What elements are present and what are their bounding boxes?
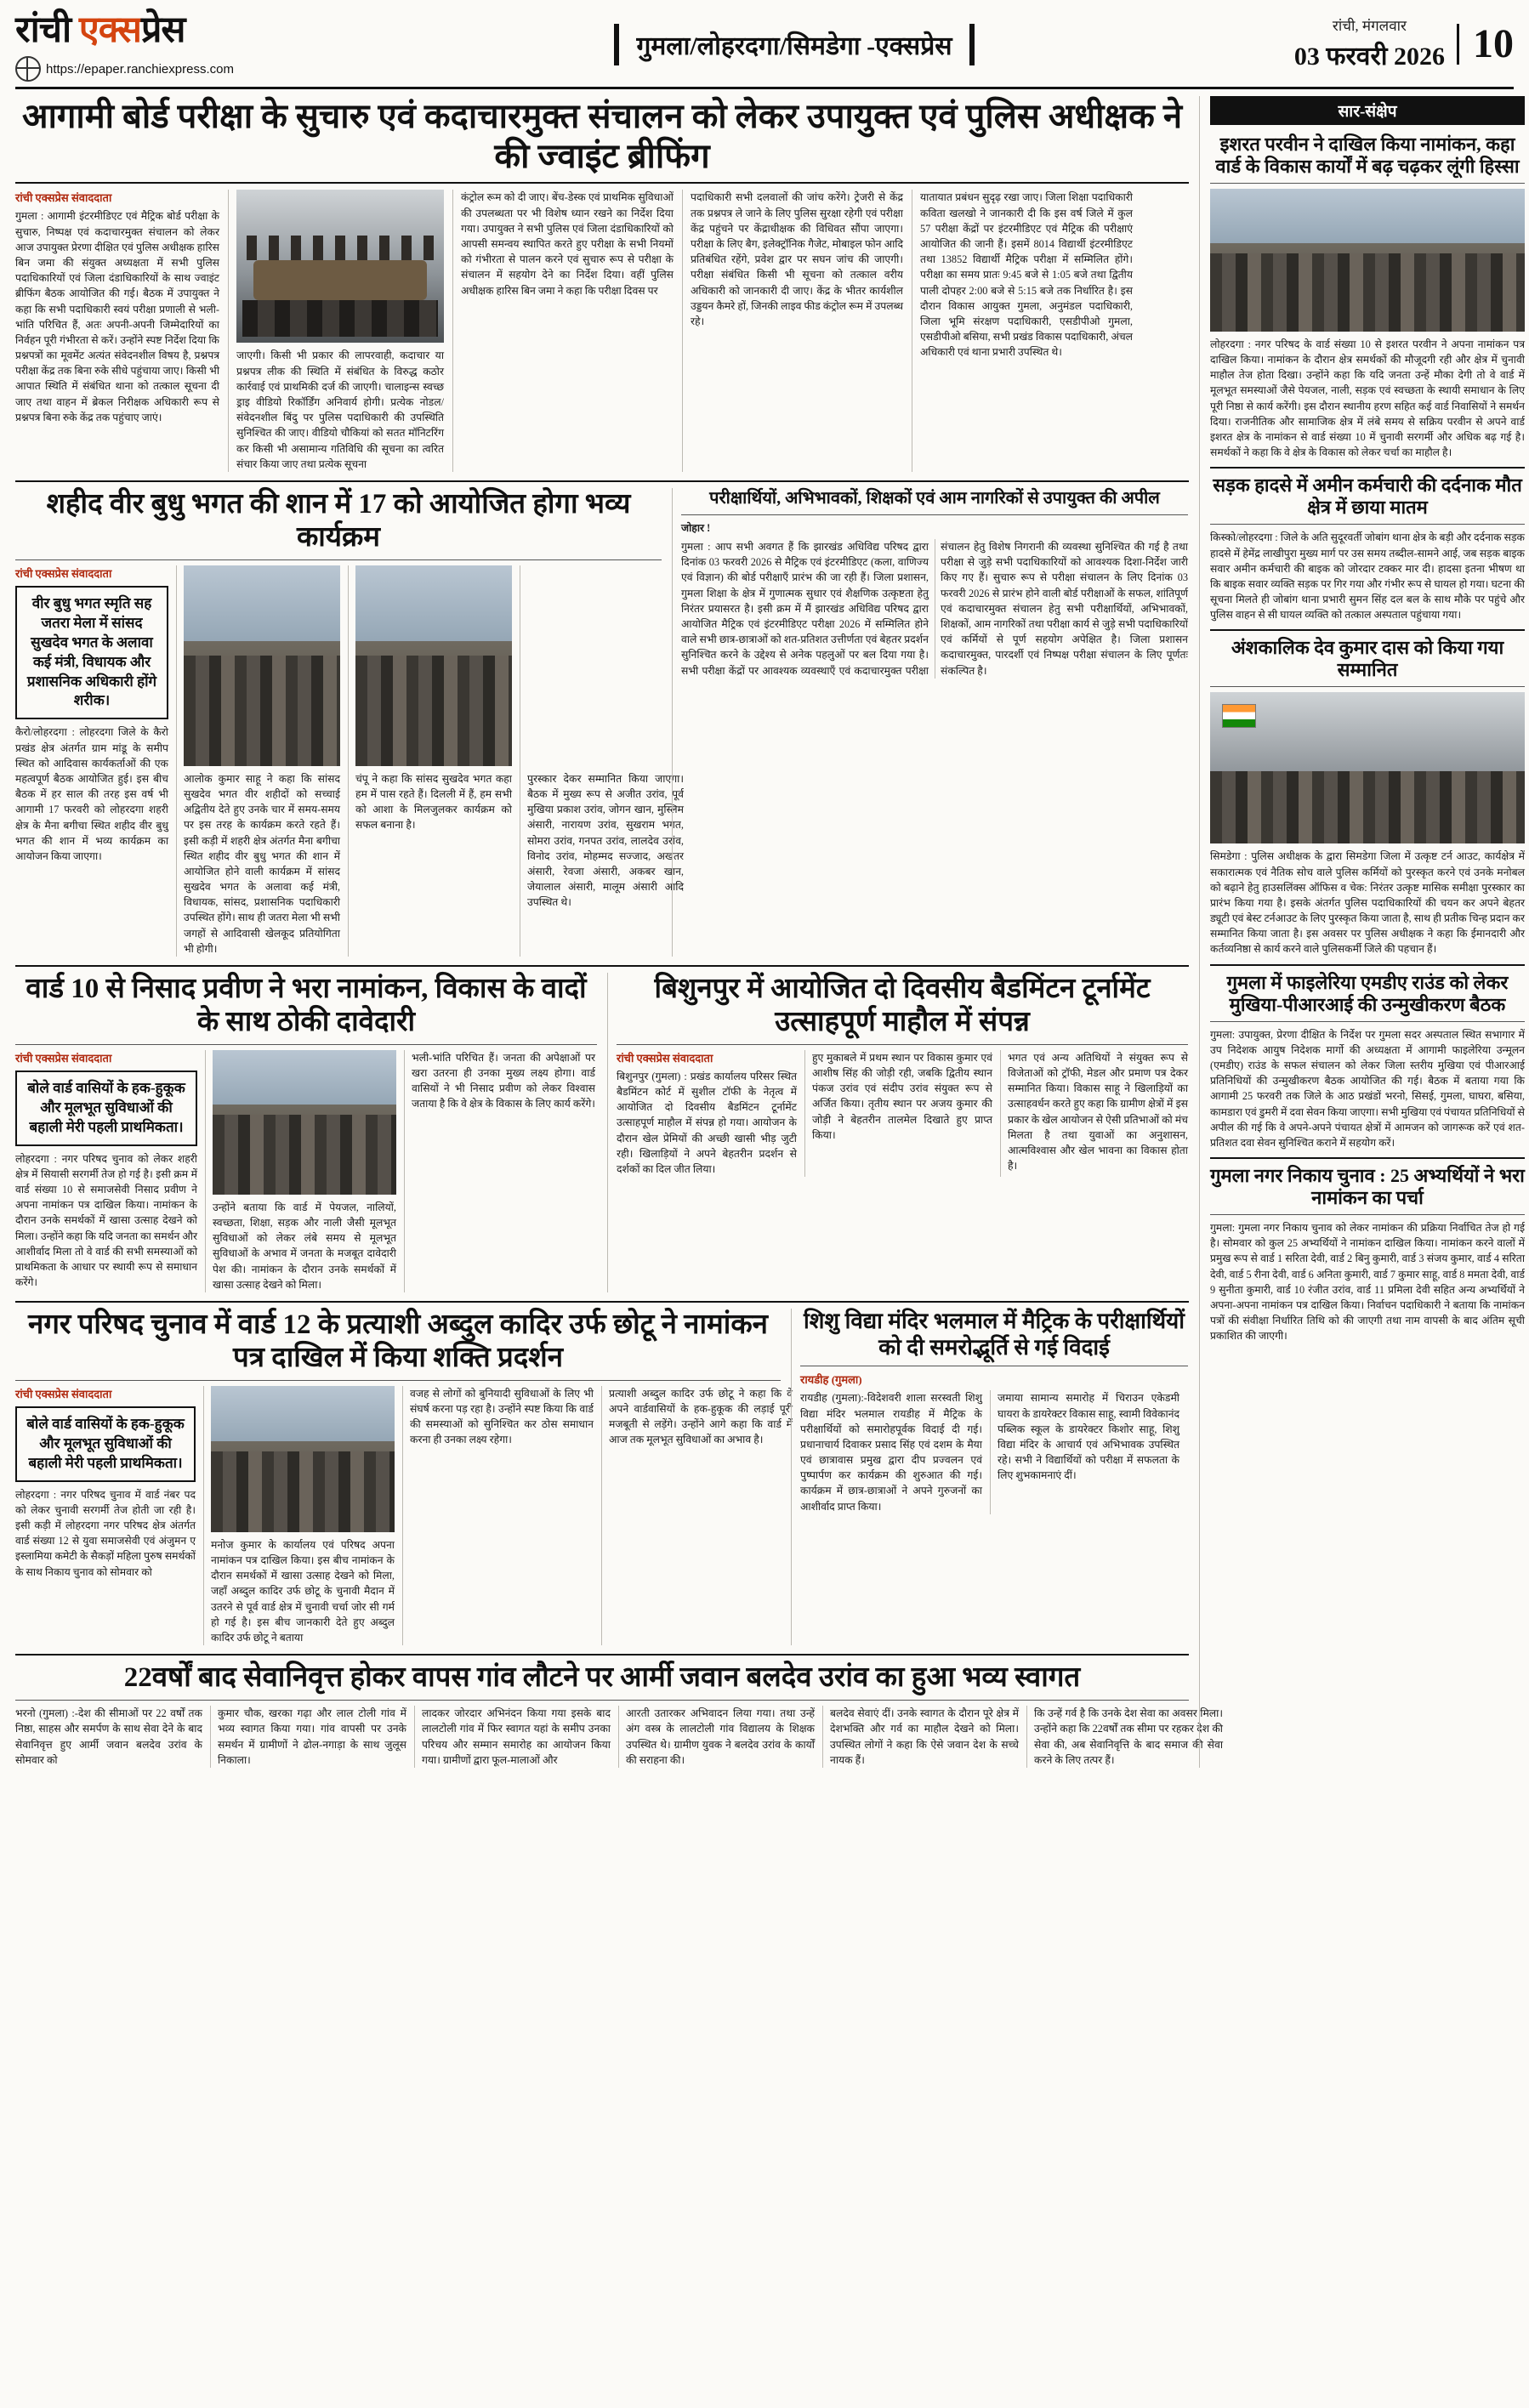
title-accent: एक्स bbox=[78, 10, 141, 50]
story4-col1: बिशुनपुर (गुमला) : प्रखंड कार्यालय परिसर स्थित बैडमिंटन कोर्ट में सुशील टॉफी के नेतृत्व में आयोजित दो दिवसीय बैडमिंटन टूर्नामेंट उत्साहपूर्ण माहौल में संपन्न हो गया। आयोजन के दौरान खेल प्रेमियों की अच्छी खासी भीड़ जुटी रही। खिलाड़ियों ने अपने बेहतरीन प्रदर्शन से दर्शकों का दिल जीत लिया। bbox=[617, 1070, 797, 1175]
story2-col2: आलोक कुमार साहू ने कहा कि सांसद सुखदेव भगत वीर शहीदों को सच्चाई अद्वितीय देते हुए उनके चार में समय-समय पर इस तरह के कार्यक्रम करते रहते हैं। इसी कड़ी में शहरी क्षेत्र अंतर्गत मैना बगीचा स्थित शहीद वीर बुधु भगत की शान में आयोजित होने वाली कार्यक्रम में सांसद सुखदेव भगत के अलावा कई मंत्री, विधायक, सांसद, प्रशासनिक पदाधिकारी उपस्थित होंगे। साथ ही जतरा मेला भी सभी जगहों से आदिवासी खेलकूद प्रतियोगिता भी होगी। bbox=[184, 772, 340, 955]
story2-col1: कैरो/लोहरदगा : लोहरदगा जिले के कैरो प्रखंड क्षेत्र अंतर्गत ग्राम मांडू के समीप स्थित को आदिवास कार्यकर्ताओं की एक महत्वपूर्ण बैठक आयोजित हुई। इस बीच बैठक में हर साल की तरह इस वर्ष भी आगामी 17 फरवरी को लोहरदगा शहरी क्षेत्र के मैना बगीचा स्थित शहीद वीर बुधु भगत की शान में भव्य कार्यक्रम का आयोजन किया जाएगा। bbox=[15, 726, 168, 862]
story3-col1: लोहरदगा : नगर परिषद चुनाव को लेकर शहरी क्षेत्र में सियासी सरगर्मी तेज हो गई है। इसी क्रम में वार्ड संख्या 10 से समाजसेवी निसाद प्रवीण ने अपना नामांकन पत्र दाखिल किया। नामांकन के दौरान उनके समर्थकों में खासा उत्साह देखने को मिला। उन्होंने कहा कि यदि जनता का समर्थन और आशीर्वाद मिला तो वे वार्ड की सभी समस्याओं को प्राथमिकता के आधार पर स्थायी रूप से समाधान करेंगे। bbox=[15, 1152, 197, 1289]
page-body bbox=[15, 96, 1526, 1768]
story5-byline: रांची एक्सप्रेस संवाददाता bbox=[15, 1387, 112, 1400]
lead-byline: रांची एक्सप्रेस संवाददाता bbox=[15, 191, 112, 205]
indian-flag-icon bbox=[1222, 704, 1256, 728]
sidebar-item-4 bbox=[1210, 972, 1525, 1150]
story4-byline: रांची एक्सप्रेस संवाददाता bbox=[617, 1051, 713, 1065]
sidebar-item-5-headline: गुमला नगर निकाय चुनाव : 25 अभ्यर्थियों ने भरा नामांकन का पर्चा bbox=[1210, 1165, 1525, 1209]
story2-col4: पुरस्कार देकर सम्मानित किया जाएगा। बैठक में मुख्य रूप से अजीत उरांव, पूर्व मुखिया प्रकाश उरांव, जोगन खान, मुस्लिम अंसारी, नारायण उरांव, सुखराम भगत, सोमरा उरांव, गनपत उरांव, लालदेव उरांव, विनोद उरांव, मोहम्मद सज्जाद, अखतर अंसारी, रेवजा अंसारी, अकबर खान, जेयालाल अंसारी, मालूम अंसारी आदि उपस्थित थे। bbox=[527, 772, 684, 909]
story4-headline: बिशुनपुर में आयोजित दो दिवसीय बैडमिंटन टूर्नामेंट उत्साहपूर्ण माहौल में संपन्न bbox=[654, 974, 1151, 1037]
sidebar-photo-nomination bbox=[1210, 189, 1525, 332]
sidebar-photo-felicitation bbox=[1210, 692, 1525, 843]
sidebar-item-5 bbox=[1210, 1165, 1525, 1343]
story6-article bbox=[791, 1309, 1188, 1645]
story2-headline: शहीद वीर बुधु भगत की शान में 17 को आयोजित होगा भव्य कार्यक्रम bbox=[46, 488, 631, 553]
lead-col1: गुमला : आगामी इंटरमीडिएट एवं मैट्रिक बोर्ड परीक्षा के सुचारु, निष्पक्ष एवं कदाचारमुक्त संचालन को लेकर आज उपायुक्त प्रेरणा दीक्षित एवं पुलिस अधीक्षक हारिस बिन जमा की संयुक्त अध्यक्षता में सभी पुलिस पदाधिकारियों एवं जिला दंडाधिकारियों के साथ ज्वाइंट ब्रीफिंग बैठक आयोजित की गई। बैठक में उपायुक्त ने कहा कि सभी पदाधिकारी स्वयं परीक्षा प्रणाली से भली-भांति परिचित हैं, अतः अपनी-अपनी जिम्मेदारियों का निर्वहन पूरी गंभीरता से करें। उन्होंने स्पष्ट निर्देश दिया कि प्रश्नपत्रों का मूवमेंट अत्यंत संवेदनशील विषय है, प्रश्नपत्र परीक्षा केंद्र तक बिना रुके सीधे पहुंचाया जाए। किसी भी आपात स्थिति में संबंधित थाना को तत्काल सूचना दी जाए तथा वाहन में ब्रेकल निरीक्षक अधिकारी रूप से प्रश्नपत्र बिना रुके केंद्र तक पहुंचाए जाएं। bbox=[15, 210, 219, 423]
sidebar-item-1 bbox=[1210, 133, 1525, 460]
story5-article bbox=[15, 1309, 793, 1645]
publication-date: 03 फरवरी 2026 bbox=[1293, 43, 1445, 71]
edition-name: गुमला/लोहरदगा/सिमडेगा -एक्सप्रेस bbox=[621, 27, 967, 62]
story3-col2: उन्होंने बताया कि वार्ड में पेयजल, नालियों, स्वच्छता, शिक्षा, सड़क और नाली जैसी मूलभूत सुविधाओं को लेकर लंबे समय से मूलभूत सुविधाओं के अभाव में जनता के मजबूत दावेदारी पेश की। नामांकन के दौरान उनके समर्थकों में खासा उत्साह देखने को मिला। bbox=[213, 1201, 396, 1291]
story6-col2: जमाया सामान्य समारोह में चिराउन एकेडमी घायरा के डायरेक्टर विकास साहू, स्वामी विवेकानंद पब्लिक स्कूल के डायरेक्टर किशोर साहू, शिशु विद्या मंदिर के आचार्य एवं अभिभावक उपस्थित रहे। सभी ने विद्यार्थियों को परीक्षा में सफलता के लिए शुभकामनाएं दीं। bbox=[998, 1392, 1179, 1482]
story7-col2: कुमार चौक, खरका गढ़ा और लाल टोली गांव में भव्य स्वागत किया गया। गांव वापसी पर उनके समर्थन में ग्रामीणों ने ढोल-नगाड़ा के साथ जुलूस निकाला। bbox=[218, 1707, 406, 1766]
title-part1: रांची bbox=[15, 10, 79, 50]
lead-col3: कंट्रोल रूम को दी जाए। बेंच-डेस्क एवं प्राथमिक सुविधाओं की उपलब्धता पर भी विशेष ध्यान रखने का निर्देश दिया गया। उपायुक्त ने सभी पुलिस एवं जिला दंडाधिकारियों को आपसी समन्वय स्थापित करते हुए परीक्षा के सभी नियमों को गंभीरता से पालन करने एवं सुचारु रूप से परीक्षा के संचालन में सहयोग देने का निर्देश दिया। वहीं पुलिस अधीक्षक हारिस बिन जमा ने कहा कि परीक्षा दिवस पर bbox=[461, 191, 674, 297]
sidebar-item-3 bbox=[1210, 637, 1525, 957]
story5-kicker: बोले वार्ड वासियों के हक-हुकूक और मूलभूत सुविधाओं की बहाली मेरी पहली प्राथमिकता। bbox=[15, 1406, 196, 1482]
title-part2: प्रेस bbox=[140, 10, 185, 50]
story3-photo-nomination bbox=[213, 1050, 396, 1195]
lead-col5: यातायात प्रबंधन सुदृढ़ रखा जाए। जिला शिक्षा पदाधिकारी कविता खलखो ने जानकारी दी कि इस वर्ष जिले में कुल 57 परीक्षा केंद्रों पर इंटरमीडिएट एवं मैट्रिक की परीक्षाएं आयोजित की जानी हैं। इसमें 8014 विद्यार्थी इंटरमीडिएट तथा 13852 विद्यार्थी मैट्रिक परीक्षा में सम्मिलित होंगे। परीक्षा का समय प्रातः 9:45 बजे से 1:05 बजे तथा द्वितीय पाली दोपहर 2:00 बजे से 5:15 बजे तक निर्धारित है। इस दौरान विकास आयुक्त गुमला, अनुमंडल पदाधिकारी, जिला भूमि संरक्षण पदाधिकारी, एसडीपीओ गुमला, एसडीपीओ बसिया, सभी प्रखंड विकास पदाधिकारी, अंचल अधिकारी एवं थाना प्रभारी उपस्थित थे। bbox=[920, 191, 1133, 359]
story4-col2: हुए मुकाबले में प्रथम स्थान पर विकास कुमार एवं आशीष सिंह की जोड़ी रही, जबकि द्वितीय स्थान पंकज उरांव एवं संदीप उरांव संयुक्त रूप से अर्जित किया। तृतीय स्थान पर अजय कुमार की जोड़ी ने बेहतरीन तालमेल दिखाते हुए प्राप्त किया। bbox=[812, 1051, 992, 1141]
story5-col2: मनोज कुमार के कार्यालय एवं परिषद अपना नामांकन पत्र दाखिल किया। इस बीच नामांकन के दौरान समर्थकों में खासा उत्साह देखने को मिला, जहाँ अब्दुल कादिर उर्फ छोटू के चुनावी मैदान में उतरने से पूर्व वार्ड क्षेत्र में चुनावी चर्चा जोर सी गर्म हो गई है। इस बीच जानकारी देते हुए अब्दुल कादिर उर्फ छोटू ने बताया bbox=[211, 1538, 395, 1644]
story7-col6: कि उन्हें गर्व है कि उनके देश सेवा का अवसर मिला। उन्होंने कहा कि 22वर्षों तक सीमा पर रहकर देश की सेवा की, अब सेवानिवृत्ति के बाद समाज की सेवा करने के लिए तत्पर हैं। bbox=[1034, 1707, 1223, 1766]
story2-col3: चंपू ने कहा कि सांसद सुखदेव भगत कहा हम में पास रहते हैं। दिलली में हैं, हम सभी को आशा के मिलजुलकर कार्यक्रम को सफल बनाना है। bbox=[355, 772, 512, 832]
story7-col5: बलदेव सेवाएं दीं। उनके स्वागत के दौरान पूरे क्षेत्र में देशभक्ति और गर्व का माहौल देखने को मिला। उपस्थित लोगों ने कहा कि ऐसे जवान देश के सच्चे नायक हैं। bbox=[830, 1707, 1019, 1766]
sidebar-item-4-headline: गुमला में फाइलेरिया एमडीए राउंड को लेकर मुखिया-पीआरआई की उन्मुखीकरण बैठक bbox=[1226, 971, 1509, 1015]
sidebar-item-5-text: गुमला: गुमला नगर निकाय चुनाव को लेकर नामांकन की प्रक्रिया निर्वाचित तेज हो गई है। सोमवार को कुल 25 अभ्यर्थियों ने नामांकन दाखिल किया। नामांकन करने वालों में प्रमुख रूप से वार्ड 1 सरिता देवी, वार्ड 2 बिनु कुमारी, वार्ड 3 संजय कुमार, वार्ड 4 सरिता देवी, वार्ड 5 रीना देवी, वार्ड 6 अनिता कुमारी, वार्ड 7 कुमार साहू, वार्ड 8 ममता देवी, वार्ड 9 सुनीता कुमारी, वार्ड 10 रंजीत उरांव, वार्ड 11 प्रमिला देवी सहित अन्य अभ्यर्थियों ने अपना-अपना नामांकन पत्र दाखिल किया। निर्वाचन पदाधिकारी ने बताया कि नामांकन पत्रों की संवीक्षा निर्धारित तिथि को की जाएगी तथा नाम वापसी के बाद अंतिम सूची प्रकाशित की जाएगी। bbox=[1210, 1221, 1525, 1343]
story2-byline: रांची एक्सप्रेस संवाददाता bbox=[15, 566, 112, 580]
lead-photo-briefing bbox=[236, 190, 444, 343]
sidebar-item-3-headline: अंशकालिक देव कुमार दास को किया गया सम्मानित bbox=[1231, 637, 1504, 681]
epaper-url: https://epaper.ranchiexpress.com bbox=[46, 61, 234, 77]
story7-col4: आरती उतारकर अभिवादन लिया गया। तथा उन्हें अंग वस्त्र के लालटोली गांव विद्यालय के शिक्षक उपस्थित थे। ग्रामीण युवक ने बलदेव उरांव के कार्यों की सराहना की। bbox=[626, 1707, 815, 1766]
story3-kicker: बोले वार्ड वासियों के हक-हुकूक और मूलभूत सुविधाओं की बहाली मेरी पहली प्राथमिकता। bbox=[15, 1071, 197, 1146]
newspaper-title bbox=[15, 12, 355, 48]
story2-kicker: वीर बुधु भगत स्मृति सह जतरा मेला में सांसद सुखदेव भगत के अलावा कई मंत्री, विधायक और प्रशासनिक अधिकारी होंगे शरीक। bbox=[15, 586, 168, 720]
story2-photo-meeting bbox=[184, 565, 340, 766]
story5-photo-rally bbox=[211, 1386, 395, 1532]
sidebar-item-2-headline: सड़क हादसे में अमीन कर्मचारी की दर्दनाक मौत क्षेत्र में छाया मातम bbox=[1213, 474, 1522, 519]
story6-headline: शिशु विद्या मंदिर भलमाल में मैट्रिक के परीक्षार्थियों को दी समरोद्भूर्ति से गई विदाई bbox=[804, 1309, 1185, 1360]
fourth-band bbox=[15, 1309, 1189, 1645]
sidebar-item-2 bbox=[1210, 474, 1525, 622]
story5-col1: लोहरदगा : नगर परिषद चुनाव में वार्ड नंबर पद को लेकर चुनावी सरगर्मी तेज होती जा रही है। इसी कड़ी में लोहरदगा नगर परिषद क्षेत्र अंतर्गत वार्ड संख्या 12 से युवा समाजसेवी एवं अंजुमन ए इस्लामिया कमेटी के सैकड़ों महिला पुरुष समर्थकों के साथ निकाय चुनाव को सोमवार को bbox=[15, 1488, 196, 1578]
story5-headline: नगर परिषद चुनाव में वार्ड 12 के प्रत्याशी अब्दुल कादिर उर्फ छोटू ने नामांकन पत्र दाखिल में किया शक्ति प्रदर्शन bbox=[28, 1309, 768, 1373]
story7-headline: 22वर्षों बाद सेवानिवृत्त होकर वापस गांव लौटने पर आर्मी जवान बलदेव उरांव का हुआ भव्य स्वागत bbox=[123, 1662, 1081, 1694]
story6-byline: रायडीह (गुमला) bbox=[800, 1373, 862, 1387]
story2-article bbox=[15, 488, 684, 957]
sidebar-item-4-text: गुमला: उपायुक्त, प्रेरणा दीक्षित के निर्देश पर गुमला सदर अस्पताल स्थित सभागार में उप निदेशक आयुष निदेशक मार्गो की अध्यक्षता में आगामी फाइलेरिया उन्मूलन (एमडीए) राउंड के सफल संचालन को लेकर जिला स्तरीय मुखिया एवं पीआरआई प्रतिनिधियों की उन्मुखीकरण बैठक आयोजित की गई। बैठक में बताया गया कि आगामी 25 फरवरी तक जिले के आठ प्रखंडों भरनो, सिसई, गुमला, घाघरा, बसिया, कामडारा एवं डुमरी में दवा सेवन किया जाएगा। सभी मुखिया एवं पंचायत प्रतिनिधियों से अपील की गई कि वे अपने-अपने पंचायत क्षेत्रों में आमजन को जागरूक करें एवं शत-प्रतिशत दवा सेवन सुनिश्चित कराने में सहयोग करें। bbox=[1210, 1028, 1525, 1149]
story7-col1: भरनो (गुमला) :-देश की सीमाओं पर 22 वर्षों तक निष्ठा, साहस और समर्पण के साथ सेवा देने के बाद सेवानिवृत्त हुए आर्मी जवान बलदेव उरांव के सोमवार को bbox=[15, 1707, 202, 1766]
epaper-url-row bbox=[15, 56, 355, 82]
masthead bbox=[15, 12, 1514, 89]
main-column bbox=[15, 96, 1223, 1768]
story7-col3: लादकर जोरदार अभिनंदन किया गया इसके बाद लालटोली गांव में फिर स्वागत यहां के समीप उनका परिचय और सम्मान समारोह का आयोजन किया गया। ग्रामीणों द्वारा फूल-मालाओं और bbox=[422, 1707, 611, 1766]
edition-block bbox=[355, 12, 1233, 62]
page-number: 10 bbox=[1457, 24, 1514, 65]
story5-col4: प्रत्याशी अब्दुल कादिर उर्फ छोटू ने कहा कि वे अपने वार्डवासियों के हक-हुकूक की लड़ाई पूरी मजबूती से लड़ेंगे। उन्होंने आगे कहा कि वार्ड में आज तक मूलभूत सुविधाओं का अभाव है। bbox=[609, 1387, 793, 1446]
appeal-subhead: जोहार ! bbox=[681, 521, 711, 534]
appeal-text: गुमला : आप सभी अवगत हैं कि झारखंड अधिविद्य परिषद द्वारा दिनांक 03 फरवरी 2026 से मैट्रिक एवं इंटरमीडिएट (कला, वाणिज्य एवं विज्ञान) की बोर्ड परीक्षाएँ प्रारंभ की जा रही हैं। जिला प्रशासन, गुमला शिक्षा के क्षेत्र में गुणात्मक सुधार एवं शैक्षणिक उत्कृष्टता हेतु निरंतर प्रयासरत है। इसी क्रम में मैं झारखंड अधिविद्य परिषद द्वारा आयोजित मैट्रिक एवं इंटरमीडिएट परीक्षा 2026 में सम्मिलित होने वाले सभी छात्र-छात्राओं को शत-प्रतिशत उत्तीर्णता एवं बेहतर प्रदर्शन सुनिश्चित करने के उद्देश्य से अनेक पहलुओं पर बल दिया गया है। सभी परीक्षा केंद्रों पर आवश्यक व्यवस्थाएँ एवं कदाचारमुक्त परीक्षा संचालन हेतु विशेष निगरानी की व्यवस्था सुनिश्चित की गई है तथा परीक्षा से जुड़े सभी पदाधिकारियों को आवश्यक दिशा-निर्देश जारी किए गए हैं। सुचारु रूप से परीक्षा संचालन के लिए दिनांक 03 फरवरी 2026 से प्रारंभ होने वाली बोर्ड परीक्षाओं के सफल, शांतिपूर्ण एवं कदाचारमुक्त संचालन हेतु सभी परीक्षार्थियों, अभिभावकों, शिक्षकों, आम नागरिकों तथा परीक्षा कार्य से जुड़े सभी पदाधिकारियों एवं कर्मियों से पूर्ण सहयोग अपेक्षित है। जिला प्रशासन कदाचारमुक्त, पारदर्शी एवं निष्पक्ष परीक्षा संचालन के लिए पूर्णतः संकल्पित है। bbox=[681, 541, 1188, 677]
sidebar-item-2-text: किस्को/लोहरदगा : जिले के अति सुदूरवर्ती जोबांग थाना क्षेत्र के बड़ी और दर्दनाक सड़क हादसे में हेमेंद्र लाखीपुरा मुख्य मार्ग पर उस समय तब्दील-सामने आई, जब सड़क बाइक सवार अमीन कर्मचारी की बाइक को जोरदार टक्कर मार दी। हादसा इतना भीषण था कि बाइक सवार व्यक्ति सड़क पर गिर गया और गंभीर रूप से घायल हो गया। घटना की सूचना मिलते ही जोबांग थाना प्रभारी सुमन सिंह दल बल के साथ मौके पर पहुंचे और पुलिस वाहन से सी घायल व्यक्ति को तत्काल अस्पताल पहुंचाया गया। bbox=[1210, 531, 1525, 622]
story2-photo-gathering bbox=[355, 565, 512, 766]
lead-article bbox=[15, 96, 1189, 472]
sidebar-label: सार-संक्षेप bbox=[1210, 96, 1525, 125]
globe-icon bbox=[15, 56, 41, 82]
sidebar-column bbox=[1199, 96, 1525, 1768]
story6-col1: रायडीह (गुमला):-विदेशवरी शाला सरस्वती शिशु विद्या मंदिर भलमाल रायडीह में मैट्रिक के परीक्षार्थियों को समारोहपूर्वक विदाई दी गई। प्रधानाचार्य दिवाकर प्रसाद सिंह एवं दशम के मैया एवं छात्रावास प्रमुख द्वारा दीप प्रज्वलन एवं पुष्पार्पण कर कार्यक्रम की शुरुआत की गई। कार्यक्रम में छात्र-छात्राओं ने अपने गुरुजनों का आशीर्वाद प्राप्त किया। bbox=[800, 1392, 982, 1513]
newspaper-logo bbox=[15, 12, 355, 82]
story4-col3: भगत एवं अन्य अतिथियों ने संयुक्त रूप से विजेताओं को ट्रॉफी, मेडल और प्रमाण पत्र देकर सम्मानित किया। विकास साहू ने खिलाड़ियों का उत्साहवर्धन करते हुए कहा कि ग्रामीण क्षेत्रों में इस प्रकार के खेल आयोजन से ऐसी प्रतिभाओं को मंच मिलता है तथा युवाओं का अनुशासन, आत्मविश्वास और खेल भावना का विकास होता है। bbox=[1008, 1051, 1188, 1173]
sidebar-item-1-text: लोहरदगा : नगर परिषद के वार्ड संख्या 10 से इशरत परवीन ने अपना नामांकन पत्र दाखिल किया। नामांकन के दौरान क्षेत्र समर्थकों की मौजूदगी रही और क्षेत्र में चुनावी माहौल तेज होता दिखा। उन्होंने कहा कि यदि जनता उन्हें मौका देगी तो वे वार्ड में मूलभूत समस्याओं जैसे पेयजल, नाली, सड़क एवं स्वच्छता के स्थायी समाधान के लिए पूरी निष्ठा से कार्य करेंगी। इस दौरान स्थानीय हरण सहित कई वार्ड निवासियों ने समर्थन दिया। राजनीतिक और सामाजिक क्षेत्र में लंबे समय से सक्रिय परवीन से अपने वार्ड इशरत क्षेत्र के नामांकन से वार्ड संख्या 10 में चुनावी सरगर्मी और अधिक बढ़ गई है। समर्थकों ने कहा कि वे क्षेत्र के विकास को लेकर चर्चा का माहौल है। bbox=[1210, 338, 1525, 459]
third-band bbox=[15, 973, 1189, 1292]
story3-headline: वार्ड 10 से निसाद प्रवीण ने भरा नामांकन, विकास के वादों के साथ ठोकी दावेदारी bbox=[26, 974, 587, 1037]
lead-headline: आगामी बोर्ड परीक्षा के सुचारु एवं कदाचारमुक्त संचालन को लेकर उपायुक्त एवं पुलिस अधीक्षक ने की ज्वाइंट ब्रीफिंग bbox=[21, 97, 1183, 176]
appeal-box bbox=[672, 488, 1188, 957]
story3-byline: रांची एक्सप्रेस संवाददाता bbox=[15, 1051, 112, 1065]
sidebar-item-3-text: सिमडेगा : पुलिस अधीक्षक के द्वारा सिमडेगा जिला में उत्कृष्ट टर्न आउट, कार्यक्षेत्र में सकारात्मक एवं नैतिक सोच वाले पुलिस कर्मियों को पुरस्कृत करने एवं उनके मनोबल को बढ़ाने हेतु हाउसलिंक्स ऑफिस व चेक: निरंतर उत्कृष्ट मासिक समीक्षा पुरस्कार का प्रारंभ किया गया है। इसके अंतर्गत पुलिस पदाधिकारियों की चयन कर अपने बेहतर ड्यूटी एवं बेस्ट टर्नआउट के लिए पुरस्कृत किया जाता है, साथ ही प्रतीक चिन्ह प्रदान कर सम्मानित किया जाता है। इस अवसर पर पुलिस अधीक्षक ने कहा कि ईमानदारी और कर्तव्यनिष्ठा से कार्य करने वाले पुलिसकर्मी जिले की पहचान हैं। bbox=[1210, 850, 1526, 956]
story5-col3: वजह से लोगों को बुनियादी सुविधाओं के लिए भी संघर्ष करना पड़ रहा है। उन्होंने स्पष्ट किया कि वार्ड की समस्याओं को सुनिश्चित कर ठोस समाधान करना ही उनका लक्ष्य रहेगा। bbox=[410, 1387, 594, 1446]
lead-col2: जाएगी। किसी भी प्रकार की लापरवाही, कदाचार या प्रश्नपत्र लीक की स्थिति में संबंधित के विरुद्ध कठोर कार्रवाई एवं प्राथमिकी दर्ज की जाएगी। चालाइन्स स्वच्छ ड्राइ वीडियो रिकॉर्डिंग अनिवार्य होगी। प्रत्येक नोडल/संवेदनशील बिंदु पर पुलिस पदाधिकारी की उपस्थिति सुनिश्चित की जाए। वीडियो चौकियां को सतत मॉनिटरिंग कर किसी भी असामान्य गतिविधि की सूचना का त्वरित संचार किया जाए तथा प्रत्येक सूचना bbox=[236, 349, 444, 470]
story3-col3: भली-भांति परिचित हैं। जनता की अपेक्षाओं पर खरा उतरना ही उनका मुख्य लक्ष्य होगा। वार्ड वासियों ने भी निसाद प्रवीण को लेकर विश्वास जताया है कि वे क्षेत्र के विकास के लिए कार्य करेंगे। bbox=[412, 1051, 595, 1110]
story4-article bbox=[607, 973, 1188, 1292]
lead-col4: पदाधिकारी सभी दलवालों की जांच करेंगे। ट्रेजरी से केंद्र तक प्रश्नपत्र ले जाने के लिए पुलिस सुरक्षा रहेगी एवं परीक्षा केंद्र पहुंचने पर केंद्राधीक्षक की विधिवत सौंपा जाएगा। परीक्षा के लिए बैग, इलेक्ट्रॉनिक गैजेट, मोबाइल फोन आदि प्रतिबंधित रहेंगे, प्रवेश द्वार पर सघन जांच की जाएगी। परीक्षा संबंधित किसी भी सूचना को तत्काल वरीय अधिकारी को जानकारी दी जाए। केंद्र के भीतर कार्यशील उड्डयन कैमरे हों, जिनकी लाइव फीड कंट्रोल रूम में उपलब्ध रहे। bbox=[691, 191, 903, 327]
second-band bbox=[15, 488, 1189, 957]
date-block bbox=[1233, 12, 1514, 72]
story3-article bbox=[15, 973, 597, 1292]
story7-article bbox=[15, 1661, 1223, 1768]
sidebar-item-1-headline: इशरत परवीन ने दाखिल किया नामांकन, कहा वार्ड के विकास कार्यों में बढ़ चढ़कर लूंगी हिस्सा bbox=[1215, 133, 1520, 177]
appeal-headline: परीक्षार्थियों, अभिभावकों, शिक्षकों एवं आम नागरिकों से उपायुक्त की अपील bbox=[709, 488, 1160, 508]
place-line: रांची, मंगलवार bbox=[1332, 18, 1407, 34]
